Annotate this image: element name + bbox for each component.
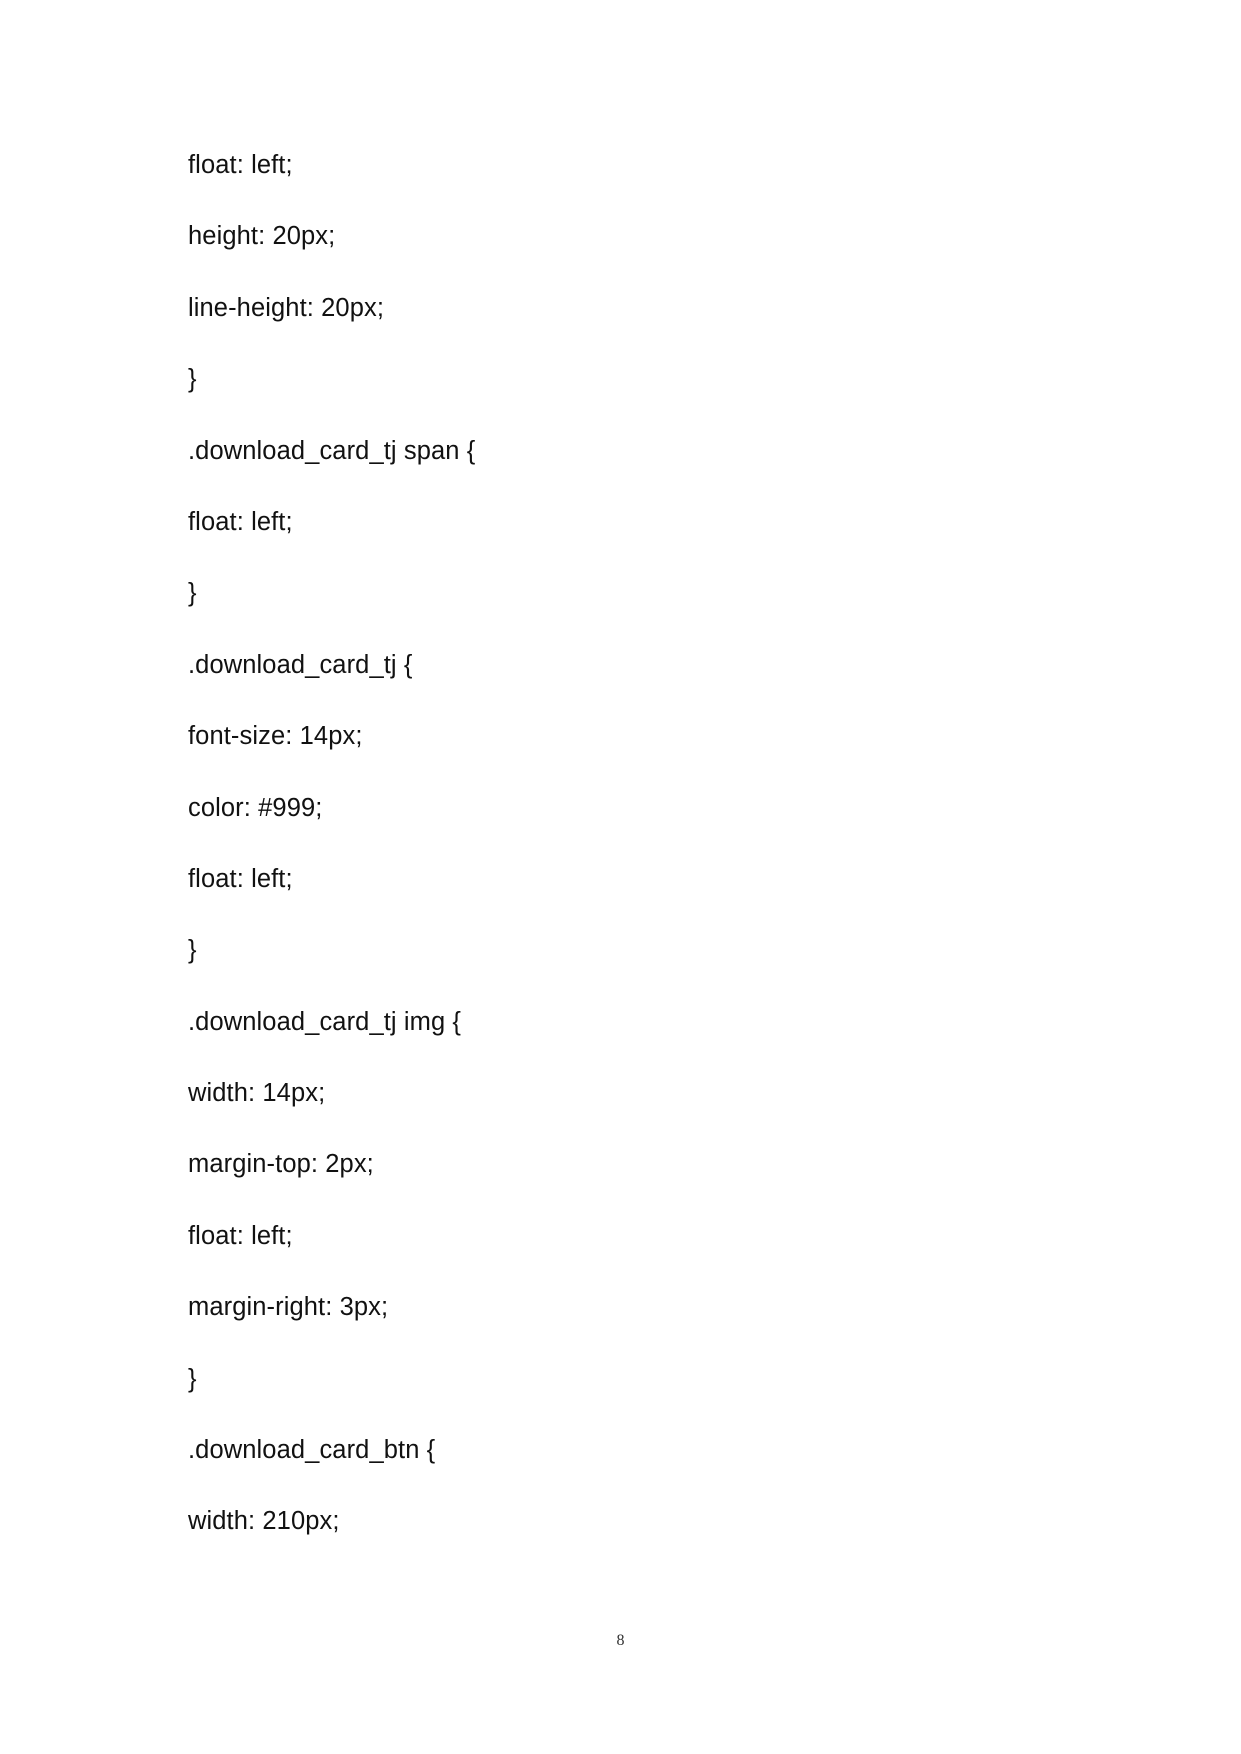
code-line: .download_card_tj img { (188, 1007, 462, 1036)
code-line: } (188, 936, 197, 965)
code-line: float: left; (188, 1221, 293, 1250)
code-line: color: #999; (188, 793, 323, 822)
code-line: float: left; (188, 507, 293, 536)
code-line: height: 20px; (188, 222, 336, 251)
code-line: } (188, 365, 197, 394)
code-line: font-size: 14px; (188, 722, 363, 751)
code-line: width: 210px; (188, 1507, 340, 1536)
code-line: width: 14px; (188, 1079, 326, 1108)
code-line: line-height: 20px; (188, 293, 385, 322)
code-line: .download_card_btn { (188, 1436, 436, 1465)
code-listing (188, 148, 1088, 1576)
code-line: } (188, 1364, 197, 1393)
code-line: } (188, 579, 197, 608)
code-line: margin-right: 3px; (188, 1293, 389, 1322)
code-line: float: left; (188, 151, 293, 179)
code-line: margin-top: 2px; (188, 1150, 374, 1179)
code-line: float: left; (188, 864, 293, 893)
page-number: 8 (616, 1632, 625, 1649)
code-line: .download_card_tj span { (188, 436, 476, 465)
code-line: .download_card_tj { (188, 650, 413, 679)
